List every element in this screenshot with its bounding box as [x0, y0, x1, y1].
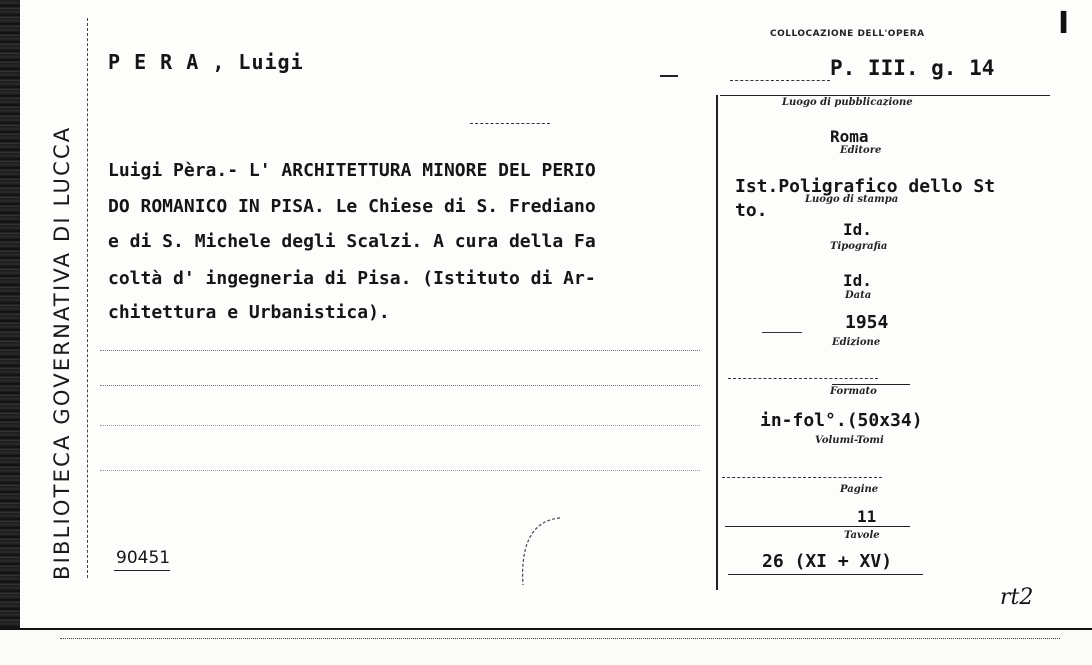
luogo-stampa-label: Luogo di stampa [805, 194, 899, 205]
volumi-label: Volumi-Tomi [815, 435, 884, 446]
library-vertical-header: BIBLIOTECA GOVERNATIVA DI LUCCA [50, 125, 74, 580]
formato-label: Formato [830, 386, 877, 397]
heading-dash [660, 75, 678, 77]
card-bottom-strip [0, 628, 1092, 665]
description-line-1: Luigi Pèra.- L' ARCHITETTURA MINORE DEL PERIO [108, 160, 596, 181]
tipografia-label: Tipografia [830, 241, 888, 252]
luogo-stampa-value: Id. [843, 220, 872, 239]
fields-divider [716, 95, 718, 590]
edizione-label: Edizione [832, 337, 881, 348]
tavole-value: 26 (XI + XV) [762, 551, 893, 572]
blank-rule-2 [100, 385, 700, 386]
bottom-strip-rule [60, 638, 1060, 639]
data-label: Data [845, 290, 872, 301]
edizione-rule [728, 378, 878, 379]
inventory-number: 90451 [116, 548, 171, 568]
pagine-rule [725, 526, 910, 527]
fields-top-rule [720, 95, 1050, 96]
description-line-3: e di S. Michele degli Scalzi. A cura della Fa [108, 231, 596, 252]
collocation-value: P. III. g. 14 [830, 56, 995, 80]
collocation-label: COLLOCAZIONE DELL'OPERA [770, 29, 925, 39]
editore-value-line-1: Ist.Poligrafico dello St [735, 176, 996, 197]
luogo-pubblicazione-value: Roma [830, 127, 869, 146]
pencil-stroke [505, 510, 565, 590]
description-line-4: coltà d' ingegneria di Pisa. (Istituto di Ar- [108, 268, 596, 289]
handwritten-note: rt2 [1000, 585, 1034, 610]
card-left-edge [0, 0, 20, 663]
blank-rule-4 [100, 470, 700, 471]
blank-rule-1 [100, 350, 700, 351]
editore-value-line-2: to. [735, 200, 768, 221]
left-margin-line [87, 18, 88, 578]
tavole-rule [728, 574, 923, 575]
data-value: 1954 [845, 312, 889, 333]
inventory-underline [114, 570, 170, 571]
volumi-rule [722, 477, 882, 478]
heading-rule [470, 123, 550, 124]
tavole-label: Tavole [844, 530, 880, 541]
tipografia-value: Id. [843, 271, 872, 290]
pagine-value: 11 [857, 507, 877, 526]
editore-label: Editore [840, 145, 882, 156]
formato-overline [832, 384, 910, 385]
author-heading: P E R A , Luigi [108, 50, 304, 74]
data-dash [762, 332, 802, 333]
top-right-mark: I [1058, 6, 1070, 41]
collocation-underline [730, 80, 830, 81]
blank-rule-3 [100, 425, 700, 426]
pagine-label: Pagine [840, 484, 879, 495]
formato-value: in-fol°.(50x34) [760, 410, 923, 431]
description-line-2: DO ROMANICO IN PISA. Le Chiese di S. Frediano [108, 196, 596, 217]
luogo-pubblicazione-label: Luogo di pubblicazione [782, 97, 913, 108]
description-line-5: chitettura e Urbanistica). [108, 302, 390, 323]
